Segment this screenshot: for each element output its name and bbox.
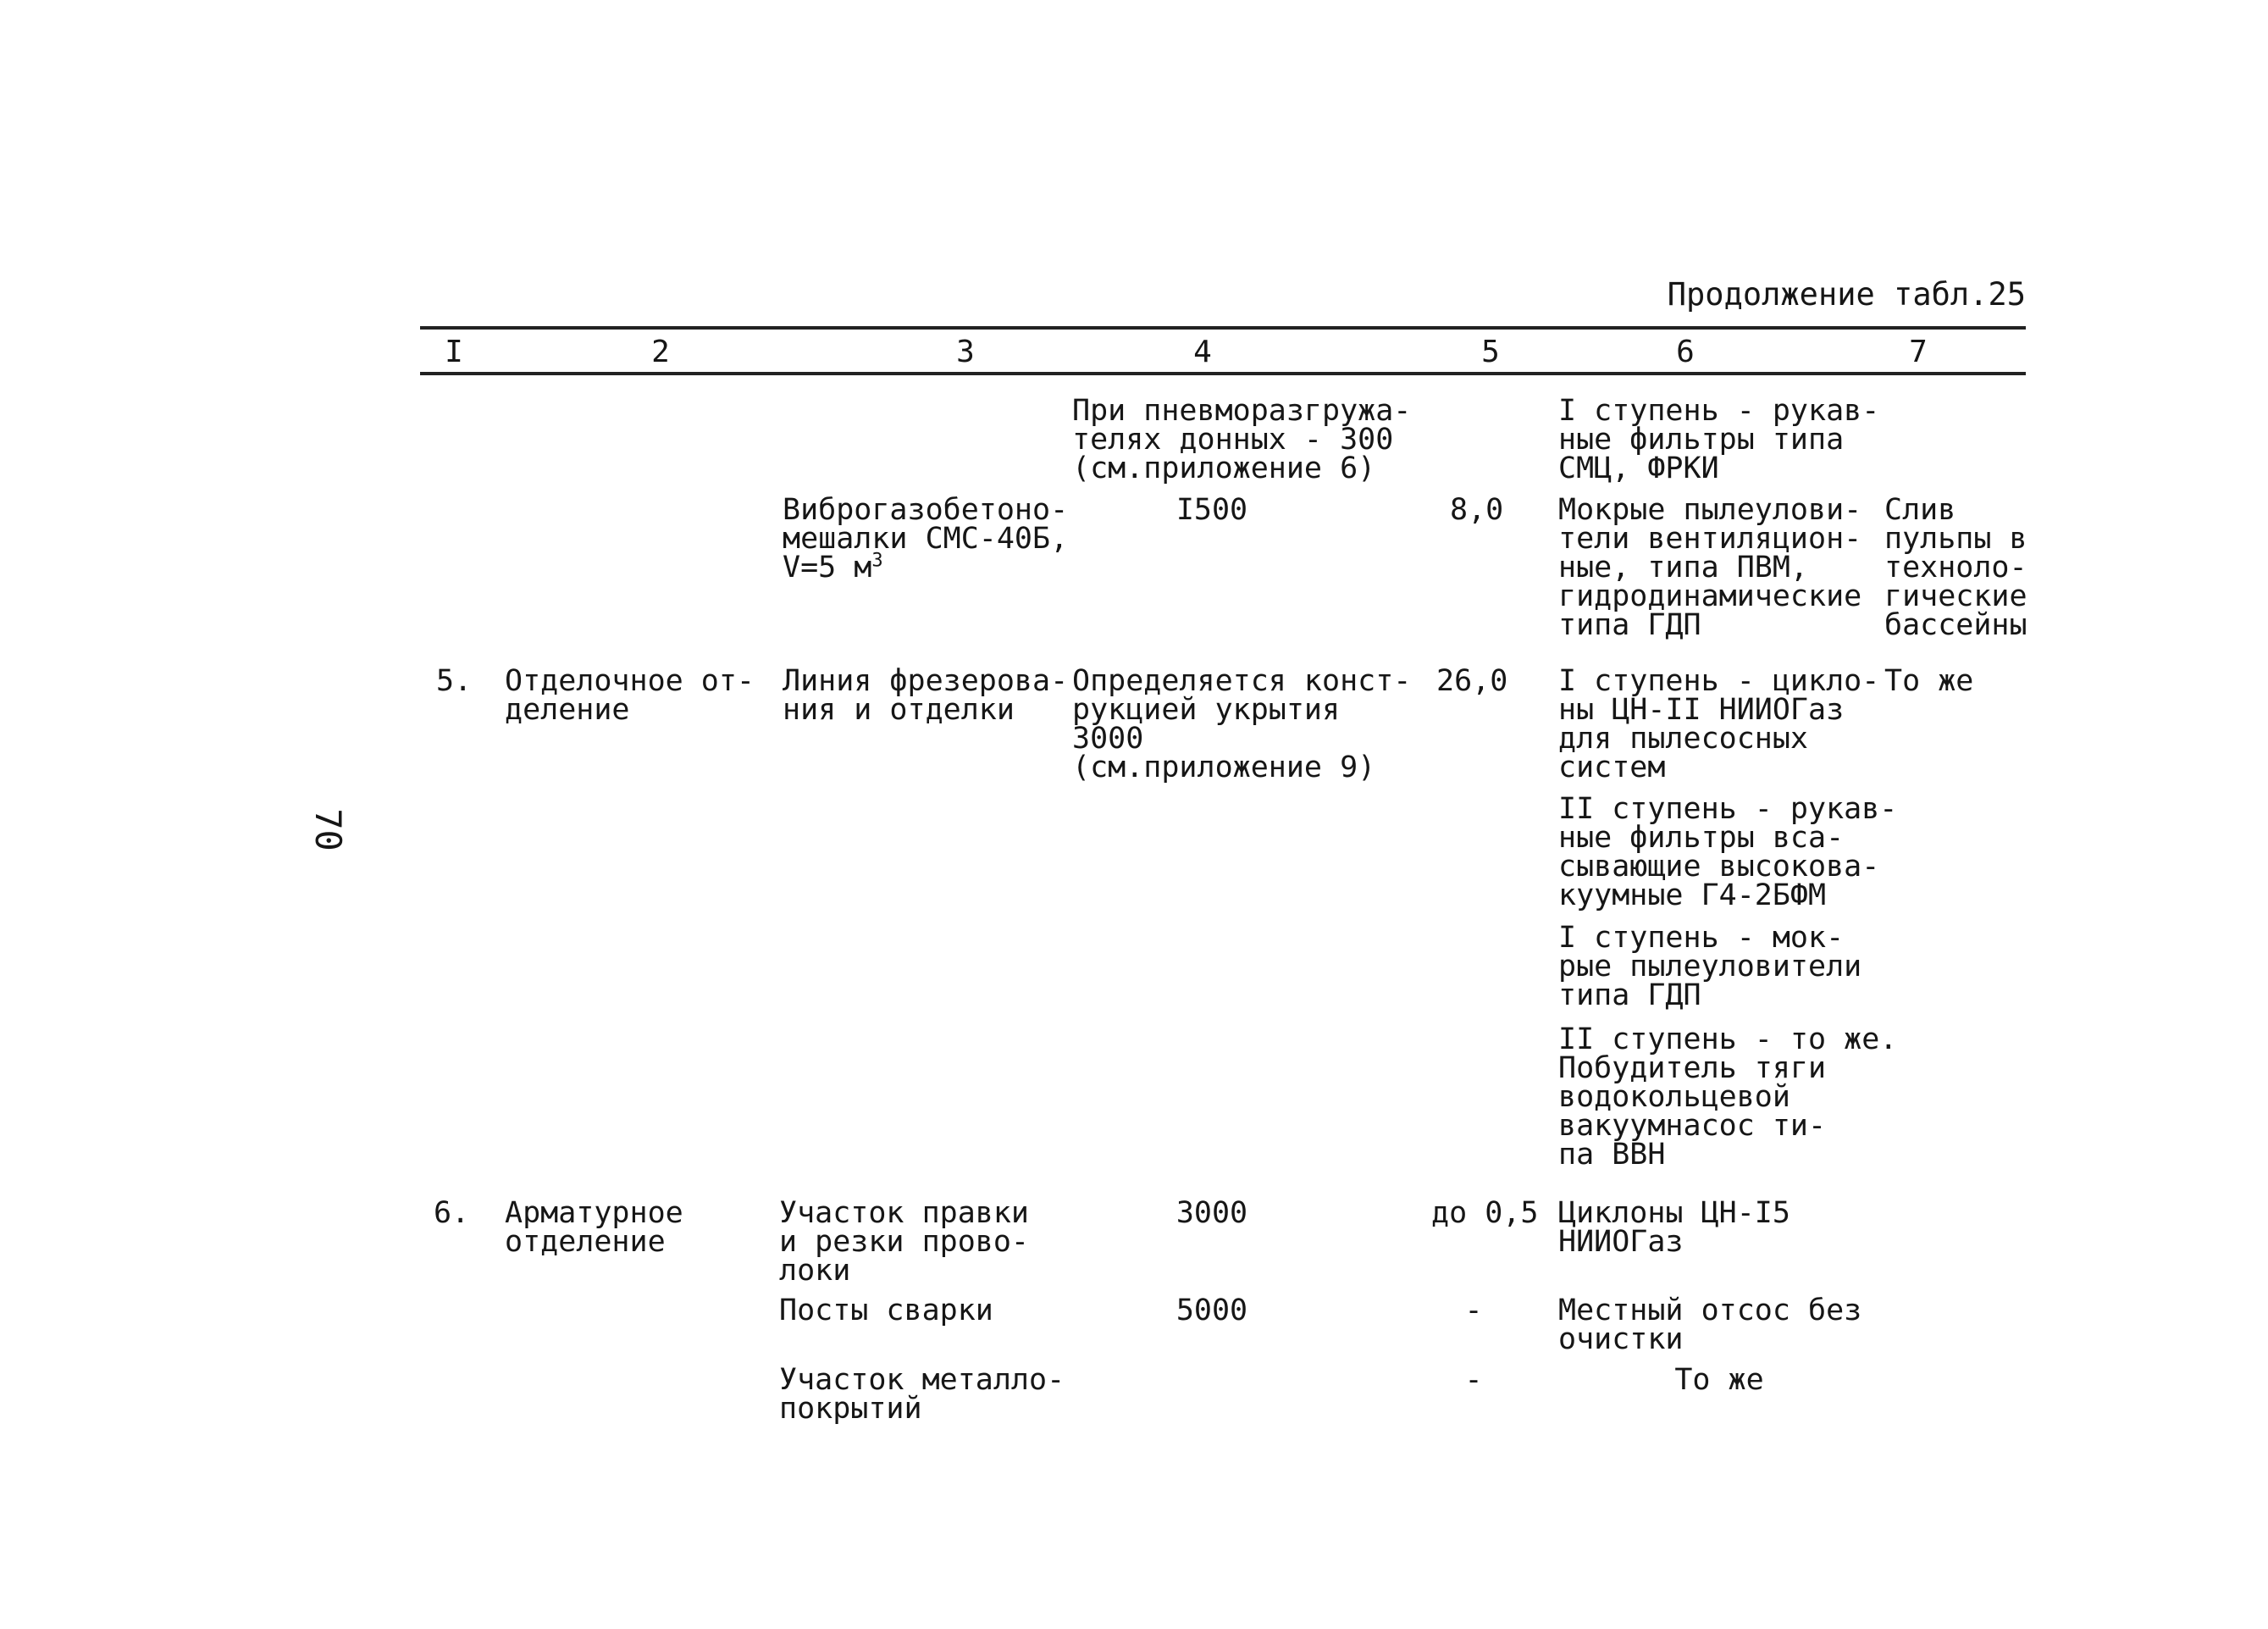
r1-volume: I500	[1175, 493, 1248, 527]
r4-cleaning: Местный отсос без очистки	[1558, 1294, 1862, 1356]
col-header-2: 2	[651, 335, 670, 369]
col-header-5: 5	[1481, 335, 1500, 369]
r3-equipment: Участок правки и резки прово- локи	[779, 1196, 1030, 1288]
r1-cleaning: Мокрые пылеулови- тели вентиляцион- ные, типа ПВМ, гидродинамические типа ГДП	[1558, 493, 1862, 642]
r5-cleaning: То же	[1674, 1363, 1764, 1397]
r4-equipment: Посты сварки	[779, 1294, 993, 1327]
col-header-7: 7	[1909, 335, 1928, 369]
header-bottom-rule	[420, 372, 2026, 375]
header-top-rule	[420, 326, 2026, 330]
table-caption: Продолжение табл.25	[1667, 276, 2026, 313]
r0-cleaning: I ступень - рукав- ные фильтры типа СМЦ, ФРКИ	[1558, 394, 1880, 485]
r2-number: 5.	[436, 664, 473, 698]
r3-volume: 3000	[1175, 1196, 1248, 1230]
col-header-3: 3	[956, 335, 975, 369]
r2-cleaning-d: II ступень - то же. Побудитель тяги водокольцевой вакуумнасос ти- па ВВН	[1558, 1022, 1898, 1172]
r1-equipment: Виброгазобетоно- мешалки СМС-40Б, V=5 $м^3$	[783, 493, 1069, 585]
r2-cleaning-b: II ступень - рукав- ные фильтры вса- сывающие высокова- куумные Г4-2БФМ	[1558, 792, 1898, 912]
r2-equipment: Линия фрезерова- ния и отделки	[783, 664, 1069, 727]
r5-concentration: -	[1464, 1363, 1483, 1397]
page-number: 70	[307, 808, 349, 851]
r3-concentration: до 0,5	[1431, 1196, 1539, 1230]
r3-cleaning: Циклоны ЦН-I5 НИИОГаз	[1558, 1196, 1790, 1259]
r2-cleaning-c: I ступень - мок- рые пылеуловители типа ГДП	[1558, 921, 1862, 1012]
r4-concentration: -	[1464, 1294, 1483, 1327]
r3-number: 6.	[434, 1196, 470, 1230]
col-header-4: 4	[1193, 335, 1212, 369]
r2-department: Отделочное от- деление	[505, 664, 755, 727]
r2-note: То же	[1884, 664, 1974, 698]
r0-load-note: При пневморазгружа- телях донных - 300 (см.приложение 6)	[1072, 394, 1412, 485]
r2-cleaning-a: I ступень - цикло- ны ЦН-II НИИОГаз для пылесосных систем	[1558, 664, 1880, 784]
r5-equipment: Участок металло- покрытий	[779, 1363, 1065, 1426]
col-header-1: I	[445, 335, 463, 369]
r2-volume: Определяется конст- рукцией укрытия 3000 (см.приложение 9)	[1072, 664, 1412, 784]
r2-concentration: 26,0	[1436, 664, 1508, 698]
r4-volume: 5000	[1175, 1294, 1248, 1327]
r1-concentration: 8,0	[1450, 493, 1504, 527]
r3-department: Арматурное отделение	[505, 1196, 683, 1259]
col-header-6: 6	[1676, 335, 1695, 369]
r1-note: Слив пульпы в техноло- гические бассейны	[1884, 493, 2027, 642]
